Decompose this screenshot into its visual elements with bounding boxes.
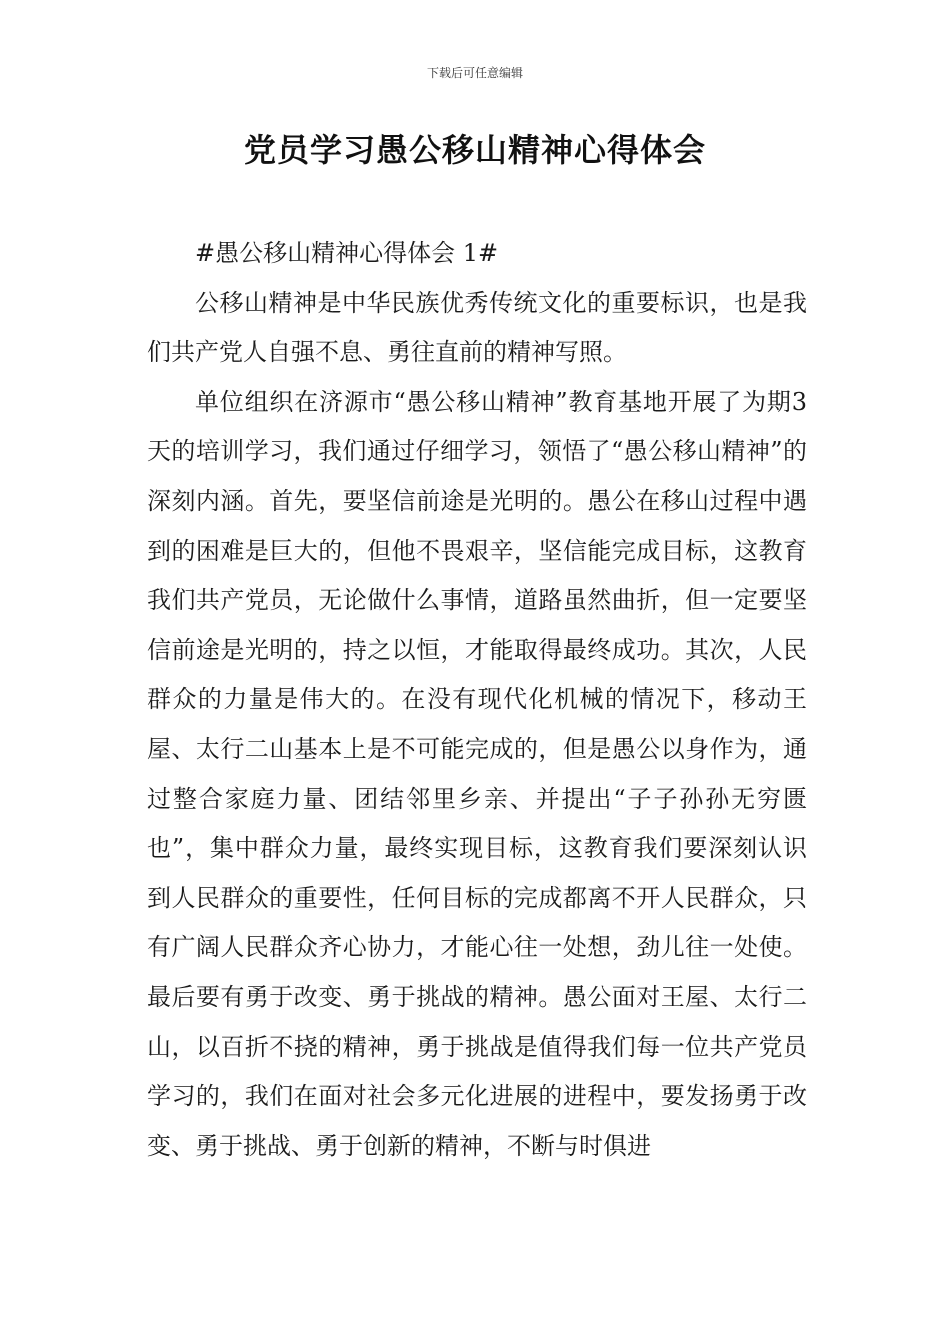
paragraph-main: 单位组织在济源市“愚公移山精神”教育基地开展了为期3天的培训学习，我们通过仔细学习，领悟了“愚公移山精神”的深刻内涵。首先，要坚信前途是光明的。愚公在移山过程中遇到的困难是巨大的，但他不畏艰辛，坚信能完成目标，这教育我们共产党员，无论做什么事情，道路虽然曲折，但一定要坚信前途是光明的，持之以恒，才能取得最终成功。其次，人民群众的力量是伟大的。在没有现代化机械的情况下，移动王屋、太行二山基本上是不可能完成的，但是愚公以身作为，通过整合家庭力量、团结邻里乡亲、并提出“子子孙孙无穷匮也”，集中群众力量，最终实现目标，这教育我们要深刻认识到人民群众的重要性，任何目标的完成都离不开人民群众，只有广阔人民群众齐心协力，才能心往一处想，劲儿往一处使。最后要有勇于改变、勇于挑战的精神。愚公面对王屋、太行二山，以百折不挠的精神，勇于挑战是值得我们每一位共产党员学习的，我们在面对社会多元化进展的进程中，要发扬勇于改变、勇于挑战、勇于创新的精神，不断与时俱进	[147, 387, 807, 1160]
document-title: 党员学习愚公移山精神心得体会	[243, 131, 706, 169]
section-heading: #愚公移山精神心得体会 1#	[195, 239, 499, 267]
document-body	[147, 229, 807, 1171]
page-header-note: 下载后可任意编辑	[426, 66, 523, 80]
paragraph-intro: 公移山精神是中华民族优秀传统文化的重要标识，也是我们共产党人自强不息、勇往直前的精神写照。	[147, 288, 807, 367]
